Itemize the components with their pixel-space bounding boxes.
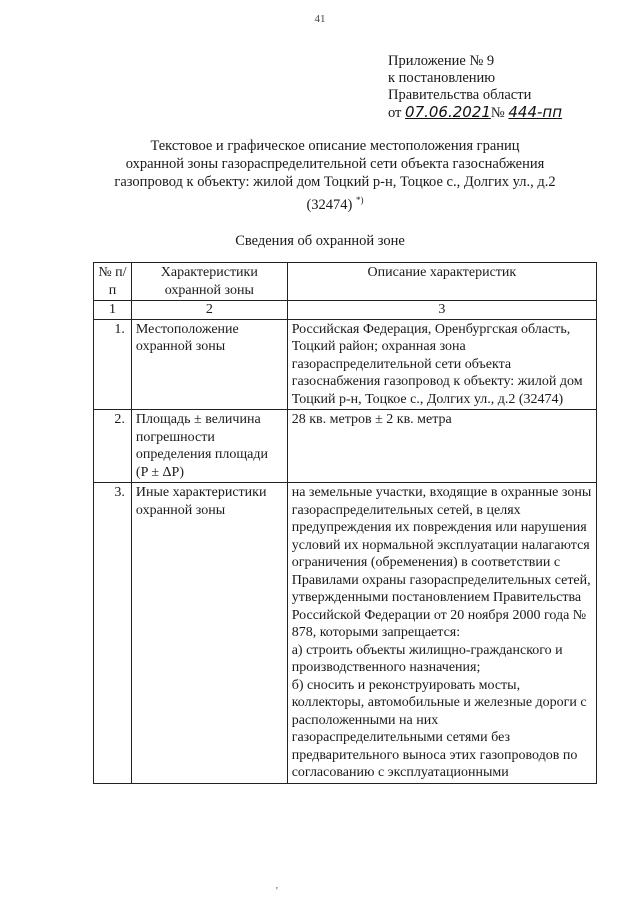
restriction-item-b: б) сносить и реконструировать мосты, коллекторы, автомобильные и железные дороги с расположенными на них газораспределительными сетями без предварительного выноса этих газопроводов по согласованию с эксплуатационными xyxy=(291,677,587,780)
table-header-row xyxy=(94,263,597,301)
page-number: 41 xyxy=(314,13,326,25)
title-line-1: Текстовое и графическое описание местоположения границ xyxy=(150,138,520,154)
column-number: 2 xyxy=(131,301,287,320)
appendix-block xyxy=(388,53,562,122)
title-line-4 xyxy=(100,191,570,214)
title-line-2: охранной зоны газораспределительной сети объекта газоснабжения xyxy=(125,156,545,172)
header-characteristic: Характеристики охранной зоны xyxy=(131,263,287,301)
column-number-row xyxy=(94,301,597,320)
restriction-item-a: а) строить объекты жилищно-гражданского и производственного назначения; xyxy=(291,642,563,675)
appendix-date-line xyxy=(388,104,562,122)
row-characteristic: Иные характеристики охранной зоны xyxy=(131,483,287,784)
header-description: Описание характеристик xyxy=(287,263,596,301)
row-characteristic: Местоположение охранной зоны xyxy=(131,319,287,410)
appendix-line-2: к постановлению xyxy=(388,70,496,86)
row-number: 3. xyxy=(94,483,132,784)
handwritten-date: 07.06.2021 xyxy=(405,103,491,121)
row-number: 2. xyxy=(94,410,132,483)
table-row xyxy=(94,410,597,483)
column-number: 3 xyxy=(287,301,596,320)
row-description: Российская Федерация, Оренбургская область, Тоцкий район; охранная зона газораспределительной сети объекта газоснабжения газопровод к объекту: жилой дом Тоцкий р-н, Тоцкое с., Долгих ул., д.2 (32474) xyxy=(287,319,596,410)
appendix-line-1: Приложение № 9 xyxy=(388,53,495,69)
row-number: 1. xyxy=(94,319,132,410)
document-title xyxy=(100,137,570,214)
title-object-code: (32474) xyxy=(306,196,353,213)
column-number: 1 xyxy=(94,301,132,320)
zone-info-table xyxy=(93,262,597,784)
number-prefix: № xyxy=(490,105,505,121)
header-number: № п/п xyxy=(94,263,132,301)
restrictions-text: на земельные участки, входящие в охранные зоны газораспределительных сетей, в целях предупреждения их повреждения или нарушения условий их нормальной эксплуатации налагаются ограничения (обременения) в соответствии с Правилами охраны газораспределительных сетей, утвержденными постановлением Правительства Российской Федерации от 20 ноября 2000 года № 878, которыми запрещается: xyxy=(291,485,592,640)
row-characteristic: Площадь ± величина погрешности определения площади (P ± ΔP) xyxy=(131,410,287,483)
row-description: 28 кв. метров ± 2 кв. метра xyxy=(287,410,596,483)
footnote-mark: *) xyxy=(356,195,364,205)
table-row xyxy=(94,319,597,410)
handwritten-number: 444-пп xyxy=(508,103,563,121)
table-row xyxy=(94,483,597,784)
scan-mark: ' xyxy=(276,886,278,897)
row-description xyxy=(287,483,596,784)
date-prefix: от xyxy=(388,105,402,121)
title-line-3: газопровод к объекту: жилой дом Тоцкий р-н, Тоцкое с., Долгих ул., д.2 xyxy=(114,174,556,190)
section-title: Сведения об охранной зоне xyxy=(235,233,405,249)
appendix-line-3: Правительства области xyxy=(388,87,532,103)
